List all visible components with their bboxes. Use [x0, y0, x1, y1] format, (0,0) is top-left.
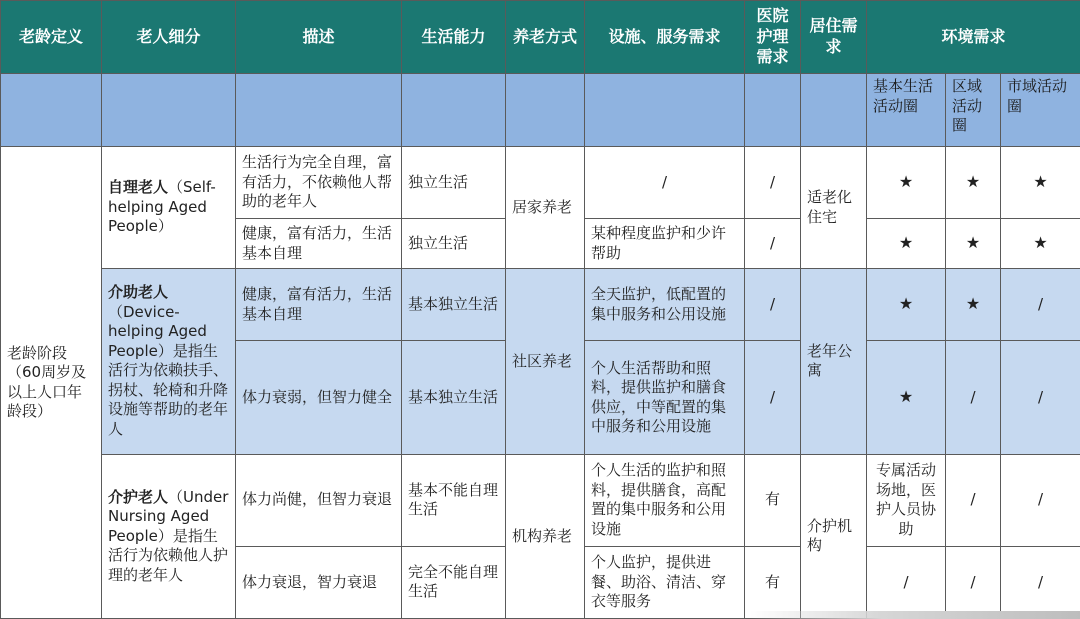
- facility-needs-cell: 个人生活的监护和照料，提供膳食，高配置的集中服务和公用设施: [585, 454, 745, 546]
- header-elder-type: 老人细分: [102, 1, 236, 74]
- header-care-mode: 养老方式: [506, 1, 585, 74]
- env-city-cell: /: [1001, 269, 1080, 341]
- facility-needs-cell: 某种程度监护和少许帮助: [585, 219, 745, 269]
- header-facility-needs: 设施、服务需求: [585, 1, 745, 74]
- age-stage-cell: 老龄阶段（60周岁及以上人口年龄段）: [1, 147, 102, 619]
- subheader-empty-cell: [402, 74, 506, 147]
- env-basic-cell: 专属活动场地，医护人员协助: [867, 454, 946, 546]
- env-regional-cell: ★: [946, 147, 1001, 219]
- env-basic-cell: ★: [867, 219, 946, 269]
- facility-needs-cell: 个人生活帮助和照料，提供监护和膳食供应，中等配置的集中服务和公用设施: [585, 341, 745, 454]
- facility-needs-cell: 个人监护，提供进餐、助浴、清洁、穿衣等服务: [585, 546, 745, 618]
- env-basic-cell: ★: [867, 341, 946, 454]
- elder-type-name: 自理老人: [108, 178, 169, 197]
- elder-type-name: 介助老人: [108, 283, 169, 302]
- elder-type-name: 介护老人: [108, 487, 169, 506]
- housing-needs-cell: 介护机构: [801, 454, 867, 618]
- housing-needs-cell: 老年公寓: [801, 269, 867, 454]
- header-row: [1, 1, 1080, 74]
- header-medical-needs: 医院护理需求: [745, 1, 801, 74]
- care-mode-cell: 机构养老: [506, 454, 585, 618]
- living-ability-cell: 基本独立生活: [402, 341, 506, 454]
- medical-needs-cell: /: [745, 341, 801, 454]
- subheader-env-basic: 基本生活活动圈: [867, 74, 946, 147]
- medical-needs-cell: /: [745, 219, 801, 269]
- header-age-definition: 老龄定义: [1, 1, 102, 74]
- env-basic-cell: /: [867, 546, 946, 618]
- elder-type-cell: [102, 269, 236, 454]
- description-cell: 健康，富有活力，生活基本自理: [236, 219, 402, 269]
- table-row: [1, 269, 1080, 341]
- care-mode-cell: 居家养老: [506, 147, 585, 269]
- elder-type-desc: （Device-helping Aged People）是指生活行为依赖扶手、拐杖、轮椅和升降设施等帮助的老年人: [108, 302, 229, 438]
- elder-type-cell: [102, 147, 236, 269]
- env-regional-cell: /: [946, 341, 1001, 454]
- elder-type-desc: （Under Nursing Aged People）是指生活行为依赖他人护理的老年人: [108, 487, 229, 584]
- env-basic-cell: ★: [867, 147, 946, 219]
- subheader-empty-cell: [745, 74, 801, 147]
- header-housing-needs: 居住需求: [801, 1, 867, 74]
- subheader-empty-cell: [585, 74, 745, 147]
- description-cell: 生活行为完全自理，富有活力，不依赖他人帮助的老年人: [236, 147, 402, 219]
- medical-needs-cell: 有: [745, 546, 801, 618]
- description-cell: 体力衰退，智力衰退: [236, 546, 402, 618]
- subheader-env-city: 市域活动圈: [1001, 74, 1080, 147]
- env-regional-cell: /: [946, 454, 1001, 546]
- env-regional-cell: ★: [946, 219, 1001, 269]
- living-ability-cell: 完全不能自理生活: [402, 546, 506, 618]
- bottom-decoration: [750, 611, 1080, 619]
- facility-needs-cell: /: [585, 147, 745, 219]
- subheader-empty-cell: [801, 74, 867, 147]
- subheader-row: [1, 74, 1080, 147]
- env-city-cell: /: [1001, 341, 1080, 454]
- env-city-cell: /: [1001, 454, 1080, 546]
- medical-needs-cell: /: [745, 269, 801, 341]
- table-row: [1, 454, 1080, 546]
- table-row: [1, 147, 1080, 219]
- subheader-empty-cell: [236, 74, 402, 147]
- subheader-empty-cell: [1, 74, 102, 147]
- env-city-cell: ★: [1001, 219, 1080, 269]
- description-cell: 健康，富有活力，生活基本自理: [236, 269, 402, 341]
- living-ability-cell: 基本不能自理生活: [402, 454, 506, 546]
- medical-needs-cell: 有: [745, 454, 801, 546]
- elder-type-cell: [102, 454, 236, 618]
- env-regional-cell: /: [946, 546, 1001, 618]
- housing-needs-cell: 适老化住宅: [801, 147, 867, 269]
- medical-needs-cell: /: [745, 147, 801, 219]
- living-ability-cell: 独立生活: [402, 147, 506, 219]
- env-basic-cell: ★: [867, 269, 946, 341]
- elder-type-desc: （Self-helping Aged People）: [108, 178, 216, 236]
- subheader-empty-cell: [102, 74, 236, 147]
- header-environment-needs: 环境需求: [867, 1, 1080, 74]
- env-regional-cell: ★: [946, 269, 1001, 341]
- description-cell: 体力尚健，但智力衰退: [236, 454, 402, 546]
- env-city-cell: ★: [1001, 147, 1080, 219]
- header-description: 描述: [236, 1, 402, 74]
- facility-needs-cell: 全天监护，低配置的集中服务和公用设施: [585, 269, 745, 341]
- care-mode-cell: 社区养老: [506, 269, 585, 454]
- subheader-env-regional: 区域活动圈: [946, 74, 1001, 147]
- living-ability-cell: 独立生活: [402, 219, 506, 269]
- env-city-cell: /: [1001, 546, 1080, 618]
- living-ability-cell: 基本独立生活: [402, 269, 506, 341]
- header-living-ability: 生活能力: [402, 1, 506, 74]
- subheader-empty-cell: [506, 74, 585, 147]
- description-cell: 体力衰弱，但智力健全: [236, 341, 402, 454]
